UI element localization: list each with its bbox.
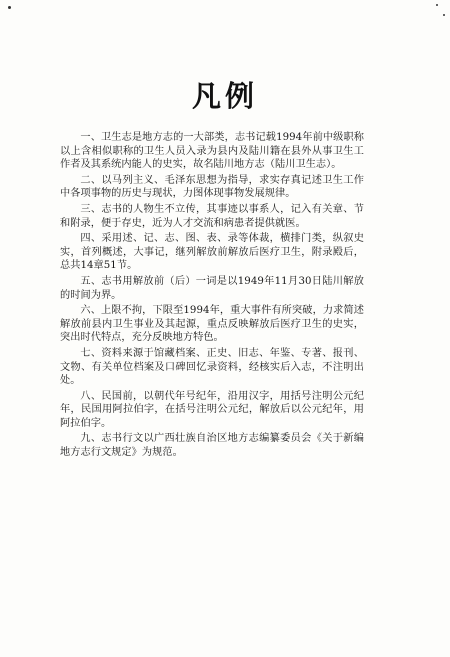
scan-speck — [8, 6, 11, 9]
paragraph-7: 七、资料来源于馆藏档案、正史、旧志、年鉴、专著、报刊、文物、有关单位档案及口碑回忆录资料，经核实后入志，不注明出处。 — [60, 347, 364, 387]
paragraph-5: 五、志书用解放前（后）一词是以1949年11月30日陆川解放的时间为界。 — [60, 275, 364, 301]
body-text — [60, 131, 364, 462]
paragraph-4: 四、采用述、记、志、图、表、录等体裁，横排门类，纵叙史实，首列概述，大事记，继列解放前解放后医疗卫生，附录殿后，总共14章51节。 — [60, 233, 364, 272]
paragraph-6: 六、上限不拘，下限至1994年，重大事件有所突破，力求简述解放前县内卫生事业及其起源，重点反映解放后医疗卫生的史实，突出时代特点，充分反映地方特色。 — [60, 305, 364, 344]
paragraph-9: 九、志书行文以广西壮族自治区地方志编纂委员会《关于新编地方志行文规定》为规范。 — [60, 433, 364, 459]
paragraph-3: 三、志书的人物生不立传，其事迹以事系人，记入有关章、节和附录，便于存史，近为人才交流和病患者提供就医。 — [60, 203, 364, 229]
paragraph-8: 八、民国前，以朝代年号纪年，沿用汉字，用括号注明公元纪年，民国用阿拉伯字，在括号注明公元纪，解放后以公元纪年，用阿拉伯字。 — [60, 390, 364, 429]
paragraph-2: 二、以马列主义、毛泽东思想为指导，求实存真记述卫生工作中各项事物的历史与现状，力图体现事物发展规律。 — [60, 174, 364, 200]
scan-speck — [443, 14, 445, 16]
scan-speck — [436, 4, 438, 6]
paragraph-1: 一、卫生志是地方志的一大部类，志书记载1994年前中级职称以上含相似职称的卫生人员入录为县内及陆川籍在县外从事卫生工作者及其系统内能人的史实，故名陆川地方志（陆川卫生志）。 — [60, 132, 364, 171]
page-title: 凡例 — [191, 79, 258, 113]
